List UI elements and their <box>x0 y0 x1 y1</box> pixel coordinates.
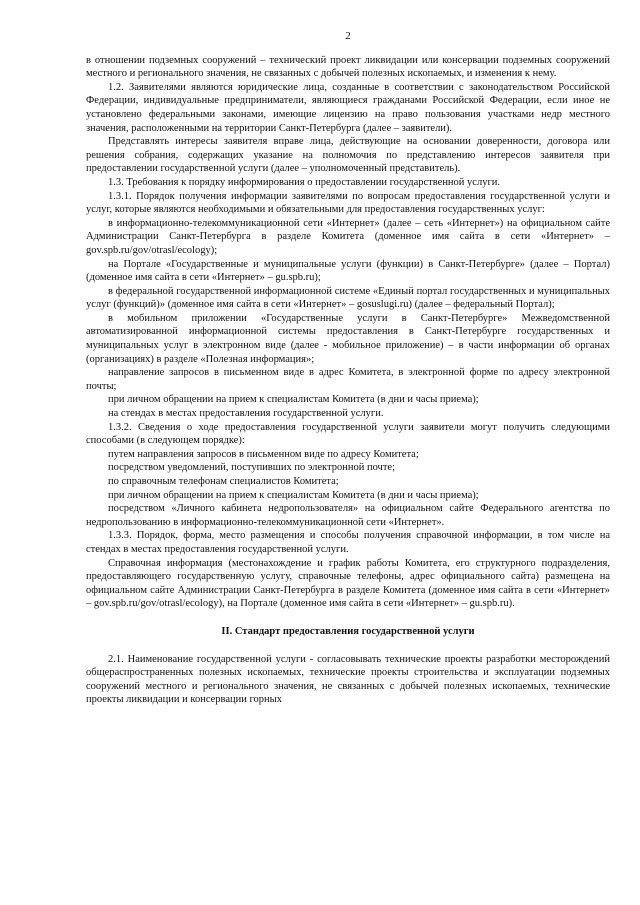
paragraph: при личном обращении на прием к специалистам Комитета (в дни и часы приема); <box>108 394 479 406</box>
paragraph: на стендах в местах предоставления государственной услуги. <box>108 408 384 420</box>
paragraph: в федеральной государственной информационной системе «Единый портал государственных и муниципальных услуг (функций)» (доменное имя сайта в сети «Интернет» – gosuslugi.ru) (далее – федеральный Портал); <box>86 285 610 311</box>
page-number: 2 <box>345 30 351 42</box>
paragraph: Представлять интересы заявителя вправе лица, действующие на основании доверенности, договора или решения собрания, содержащих указание на полномочия по представлению интересов заявителя при предоставлении государственной услуги (далее – уполномоченный представитель). <box>86 136 610 175</box>
document-page <box>86 30 610 707</box>
paragraph: 1.3.1. Порядок получения информации заявителями по вопросам предоставления государственной услуги и услуг, которые являются необходимыми и обязательными для предоставления государственных услуг: <box>86 190 610 216</box>
section-title: II. Стандарт предоставления государственной услуги <box>221 625 475 637</box>
paragraph: на Портале «Государственные и муниципальные услуги (функции) в Санкт-Петербурге» (далее – Портал) (доменное имя сайта в сети «Интернет» – gu.spb.ru); <box>86 258 610 284</box>
paragraph: 2.1. Наименование государственной услуги - согласовывать технические проекты разработки месторождений общераспространенных полезных ископаемых, технические проекты строительства и эксплуатации подземных сооружений местного и регионального значения, не связанных с добычей полезных ископаемых, технические проекты ликвидации и консервации горных <box>86 653 610 706</box>
paragraph: в мобильном приложении «Государственные услуги в Санкт-Петербурге» Межведомственной автоматизированной информационной системы предоставления в Санкт-Петербурге государственных и муниципальных услуг в электронном виде (далее - мобильное приложение) – в части информации об органах (организациях) в разделе «Полезная информация»; <box>86 312 610 365</box>
paragraph: 1.3.3. Порядок, форма, место размещения и способы получения справочной информации, в том числе на стендах в местах предоставления государственной услуги. <box>86 530 610 555</box>
paragraph: при личном обращении на прием к специалистам Комитета (в дни и часы приема); <box>108 489 479 501</box>
paragraph: посредством уведомлений, поступивших по электронной почте; <box>108 462 396 474</box>
paragraph: в отношении подземных сооружений – технический проект ликвидации или консервации подземных сооружений местного и регионального значения, не связанных с добычей полезных ископаемых, и изменения к нему. <box>86 54 610 80</box>
paragraph: посредством «Личного кабинета недропользователя» на официальном сайте Федерального агентства по недропользованию в информационно-телекоммуникационной сети «Интернет». <box>86 503 610 528</box>
body-text-a <box>86 54 610 611</box>
paragraph: 1.3. Требования к порядку информирования о предоставлении государственной услуги. <box>108 176 500 188</box>
paragraph: направление запросов в письменном виде в адрес Комитета, в электронной форме по адресу электронной почты; <box>86 367 610 392</box>
body-text-b <box>86 653 610 707</box>
paragraph: по справочным телефонам специалистов Комитета; <box>108 476 339 487</box>
paragraph: Справочная информация (местонахождение и график работы Комитета, его структурного подразделения, предоставляющего государственную услугу, справочные телефоны, адрес официального сайта) размещена на официальном сайте Администрации Санкт-Петербурга в разделе Комитета (доменное имя сайта в сети «Интернет» – gov.spb.ru/gov/otrasl/ecology), на Портале (доменное имя сайта в сети «Интернет» – gu.spb.ru). <box>86 557 610 610</box>
paragraph: 1.3.2. Сведения о ходе предоставления государственной услуги заявители могут получить следующими способами (в следующем порядке): <box>86 421 610 447</box>
paragraph: 1.2. Заявителями являются юридические лица, созданные в соответствии с законодательством Российской Федерации, индивидуальные предприниматели, являющиеся гражданами Российской Федерации, если иное не установлено федеральными законами, имеющие лицензию на право пользования участками недр местного значения, расположенными на территории Санкт-Петербурга (далее – заявители). <box>86 81 610 134</box>
paragraph: в информационно-телекоммуникационной сети «Интернет» (далее – сеть «Интернет») на официальном сайте Администрации Санкт-Петербурга в разделе Комитета (доменное имя сайта в сети «Интернет» – gov.spb.ru/gov/otrasl/ecology); <box>86 217 610 256</box>
paragraph: путем направления запросов в письменном виде по адресу Комитета; <box>108 448 419 460</box>
